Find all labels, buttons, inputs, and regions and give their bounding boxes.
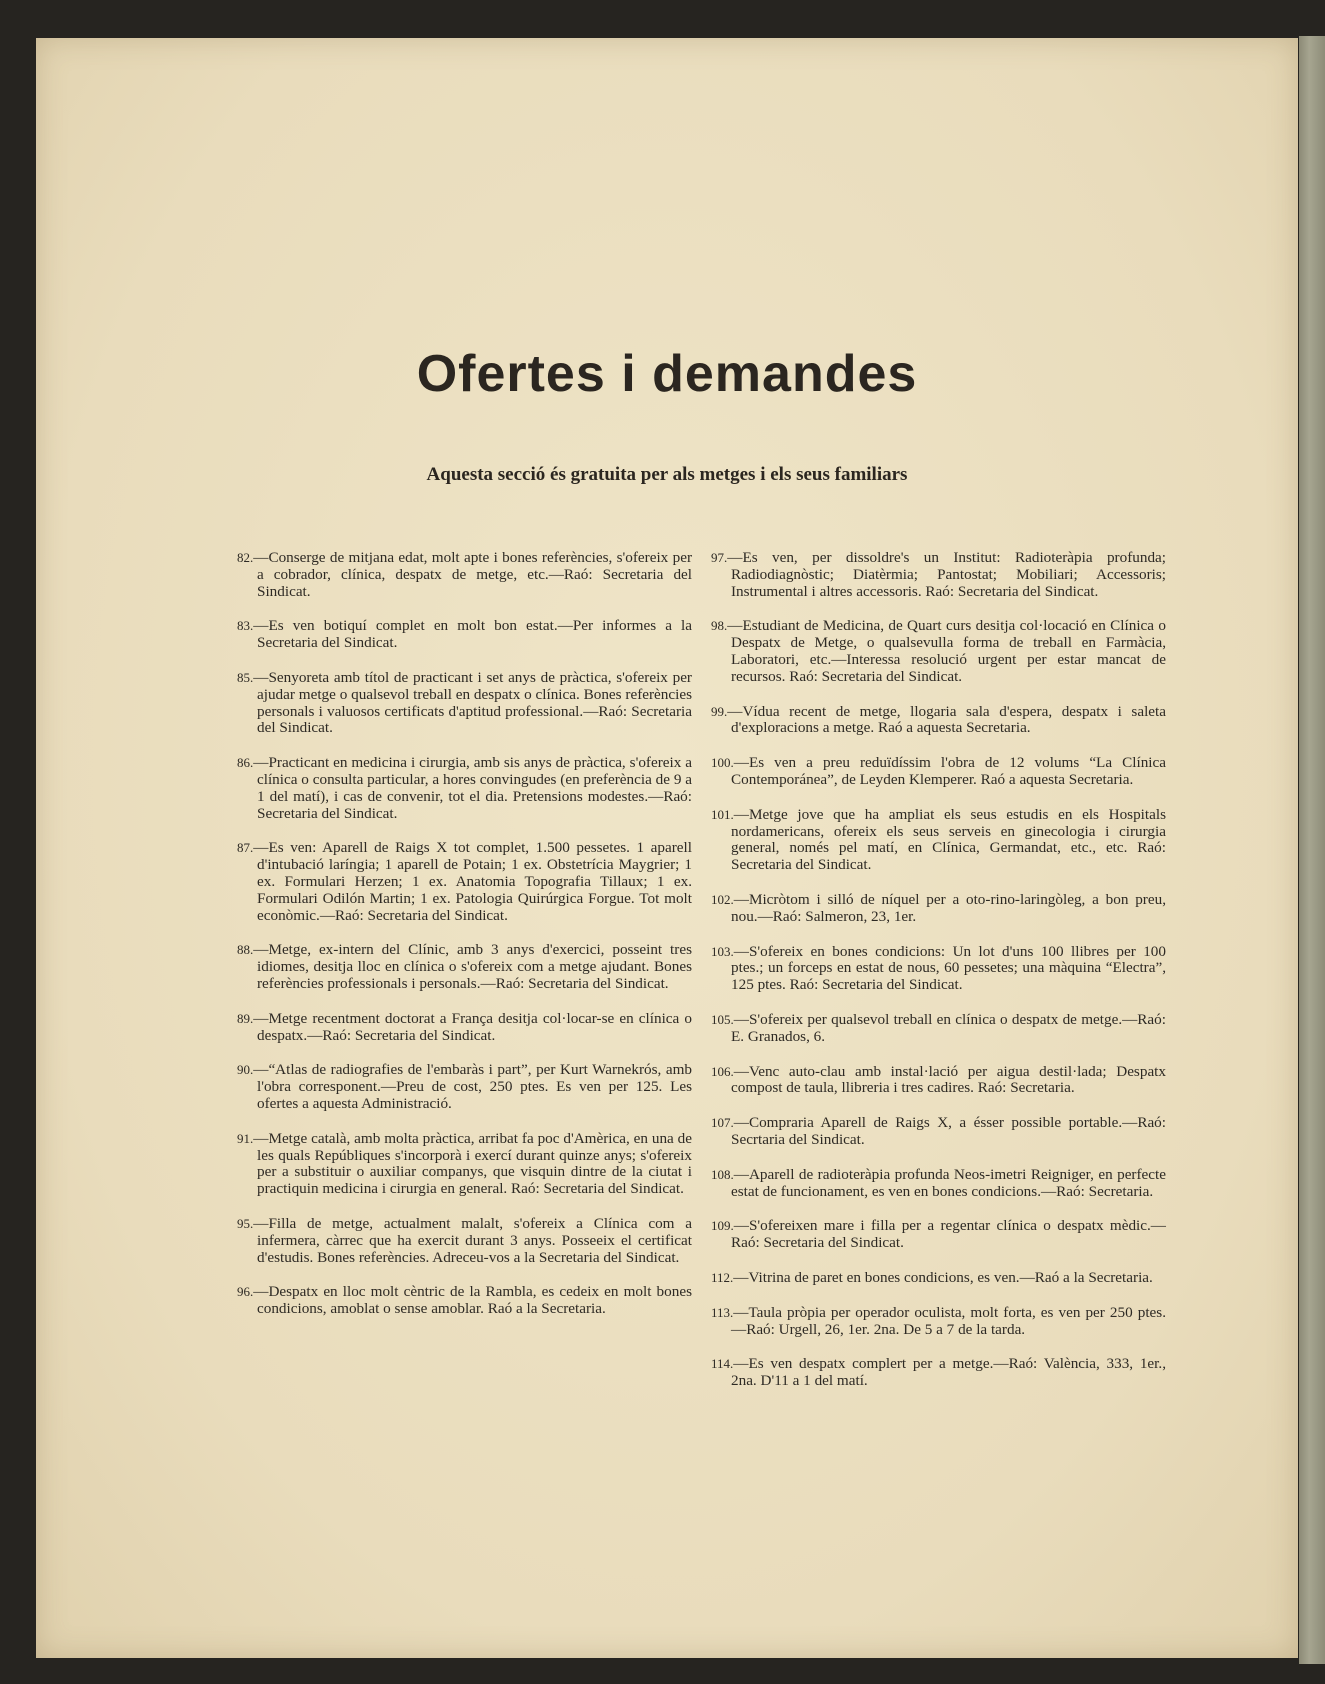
ad-number: 97. [711, 550, 728, 565]
ad-number: 112. [711, 1269, 734, 1285]
ad-number: 102. [711, 891, 734, 907]
classified-ad [237, 1011, 692, 1045]
page-subtitle: Aquesta secció és gratuita per als metges i els seus familiars [426, 464, 908, 485]
classified-ad [711, 1218, 1166, 1252]
classified-ad [711, 550, 1166, 600]
page-title: Ofertes i demandes [416, 345, 918, 403]
classified-ad [711, 1115, 1166, 1149]
document-page [36, 38, 1298, 1658]
classified-ad [711, 1064, 1166, 1098]
ad-text: —Aparell de radioteràpia profunda Neos-imetri Reigniger, en perfecte estat de funcionament, es ven en bones condicions.—Raó: Secretaria. [731, 1165, 1166, 1200]
ad-text: —Senyoreta amb títol de practicant i set anys de pràctica, s'ofereix per ajudar metge o qualsevol treball en despatx o clínica. Bones referències personals i valuosos certificats d'aptitud professional.—Raó: Secretaria del Sindicat. [253, 668, 692, 737]
ad-number: 108. [711, 1166, 734, 1182]
ad-number: 90. [237, 1062, 254, 1078]
ad-text: —Es ven: Aparell de Raigs X tot complet, 1.500 pessetes. 1 aparell d'intubació laríngia; 1 aparell de Potain; 1 ex. Obstetrícia Maygrier; 1 ex. Formulari Herzen; 1 ex. Anatomia Topografia Tillaux; 1 ex. Formulari Odilón Martin; 1 ex. Patologia Quirúrgica Forgue. Tot molt econòmic.—Raó: Secretaria del Sindicat. [253, 839, 692, 924]
classified-ad [237, 1131, 692, 1198]
ad-text: —S'ofereix per qualsevol treball en clínica o despatx de metge.—Raó: E. Granados, 6. [731, 1010, 1166, 1045]
classified-ad [237, 1062, 692, 1112]
ad-number: 96. [237, 1284, 254, 1300]
ad-text: —Practicant en medicina i cirurgia, amb sis anys de pràctica, s'ofereix a clínica o consulta particular, a hores convingudes (en preferència de 9 a 1 del matí), i cas de convenir, tot el dia. Pretensions modestes.—Raó: Secretaria del Sindicat. [253, 754, 692, 822]
ad-number: 86. [237, 755, 254, 771]
ad-text: —Metge català, amb molta pràctica, arribat fa poc d'Amèrica, en una de les quals Repúbliques s'incorporà i exercí durant quinze anys; s'ofereix per a substituir o auxiliar companys, que visquin dintre de la ciutat i practiquin medicina i cirurgia en general. Raó: Secretaria del Sindicat. [253, 1129, 692, 1198]
ad-number: 99. [711, 703, 728, 719]
ad-number: 107. [711, 1115, 734, 1131]
ad-number: 87. [237, 840, 254, 856]
ad-number: 105. [711, 1011, 734, 1027]
ad-text: —Metge jove que ha ampliat els seus estudis en els Hospitals nordamericans, ofereix els seus serveis en ginecologia i cirurgia general, només pel matí, en Clínica, Germandat, etc., etc. Raó: Secretaria del Sindicat. [731, 805, 1166, 874]
classified-ad [711, 892, 1166, 926]
ad-text: —Metge, ex-intern del Clínic, amb 3 anys d'exercici, posseint tres idiomes, desitja lloc en clínica o s'ofereix com a metge ajudant. Bones referències professionals i personals.—Raó: Secretaria del Sindicat. [253, 941, 692, 992]
ad-number: 98. [711, 618, 728, 634]
classified-ad [711, 755, 1166, 789]
ad-text: —Compraria Aparell de Raigs X, a ésser possible portable.—Raó: Secrtaria del Sindicat. [731, 1114, 1166, 1148]
ad-text: —Metge recentment doctorat a França desitja col·locar-se en clínica o despatx.—Raó: Secretaria del Sindicat. [253, 1009, 692, 1044]
classified-ad [237, 670, 692, 737]
ad-text: —Vídua recent de metge, llogaria sala d'espera, despatx i saleta d'exploracions a metge. Raó a aquesta Secretaria. [727, 702, 1166, 737]
ad-number: 101. [711, 806, 734, 822]
next-page-edge [1299, 36, 1325, 1664]
ad-text: —Estudiant de Medicina, de Quart curs desitja col·locació en Clínica o Despatx de Metge, o qualsevulla forma de treball en Farmàcia, Laboratori, etc.—Interessa resolució urgent per estar mancat de recursos. Raó: Secretaria del Sindicat. [727, 617, 1166, 685]
ad-text: —Conserge de mitjana edat, molt apte i bones referències, s'ofereix per a cobrador, clínica, despatx de metge, etc.—Raó: Secretaria del Sindicat. [253, 549, 692, 600]
classified-ad [711, 807, 1166, 874]
ad-number: 103. [711, 943, 734, 959]
ad-number: 88. [237, 942, 254, 958]
classified-ad [711, 1356, 1166, 1390]
ad-number: 113. [711, 1304, 734, 1320]
classified-ad [711, 618, 1166, 685]
classified-ad [237, 1284, 692, 1318]
ad-number: 83. [237, 618, 254, 634]
ad-text: —Es ven despatx complert per a metge.—Raó: València, 333, 1er., 2na. D'11 a 1 del matí. [731, 1355, 1166, 1390]
classified-ad [237, 618, 692, 652]
classified-ad [237, 755, 692, 822]
classified-ad [237, 1216, 692, 1266]
ad-text: —Venc auto-clau amb instal·lació per aigua destil·lada; Despatx compost de taula, llibreria i tres cadires. Raó: Secretaria. [731, 1062, 1166, 1097]
classified-ad [711, 1167, 1166, 1201]
ad-number: 100. [711, 755, 734, 771]
classified-ad [711, 1270, 1166, 1287]
ad-text: —Taula pròpia per operador oculista, molt forta, es ven per 250 ptes.—Raó: Urgell, 26, 1er. 2na. De 5 a 7 de la tarda. [731, 1303, 1166, 1338]
ad-text: —Despatx en lloc molt cèntric de la Rambla, es cedeix en molt bones condicions, amoblat o sense amoblar. Raó a la Secretaria. [253, 1283, 692, 1318]
ad-number: 82. [237, 550, 254, 565]
classified-ad [711, 1012, 1166, 1046]
ad-number: 85. [237, 669, 254, 685]
ad-text: —Filla de metge, actualment malalt, s'ofereix a Clínica com a infermera, càrrec que ha exercit durant 3 anys. Posseeix el certificat d'estudis. Bones referències. Adreceu-vos a la Secretaria del Sindicat. [253, 1214, 692, 1266]
ad-number: 114. [711, 1356, 734, 1372]
ad-number: 106. [711, 1063, 734, 1079]
ad-text: —Es ven botiquí complet en molt bon estat.—Per informes a la Secretaria del Sindicat. [253, 617, 692, 652]
ad-number: 91. [237, 1130, 254, 1146]
ad-text: —Es ven a preu reduïdíssim l'obra de 12 volums “La Clínica Contemporánea”, de Leyden Klemperer. Raó a aquesta Secretaria. [731, 754, 1166, 788]
classified-ad [711, 944, 1166, 994]
ad-text: —Es ven, per dissoldre's un Institut: Radioteràpia profunda; Radiodiagnòstic; Diatèrmia; Pantostat; Mobiliari; Accessoris; Instrumental i altres accessoris. Raó: Secretaria del Sindicat. [727, 549, 1166, 600]
ads-column-right [711, 550, 1166, 1390]
ad-number: 89. [237, 1010, 254, 1026]
classified-ad [711, 1305, 1166, 1339]
classified-ad [711, 704, 1166, 738]
ad-number: 95. [237, 1215, 254, 1231]
classified-ad [237, 550, 692, 600]
ad-number: 109. [711, 1218, 734, 1234]
ad-text: —S'ofereixen mare i filla per a regentar clínica o despatx mèdic.—Raó: Secretaria del Sindicat. [731, 1217, 1166, 1252]
ad-text: —Vitrina de paret en bones condicions, es ven.—Raó a la Secretaria. [733, 1268, 1153, 1286]
ad-text: —“Atlas de radiografies de l'embaràs i part”, per Kurt Warnekrós, amb l'obra corresponent.—Preu de cost, 250 ptes. Es ven per 125. Les ofertes a aquesta Administració. [253, 1061, 692, 1112]
ads-column-left [237, 550, 692, 1318]
ad-text: —S'ofereix en bones condicions: Un lot d'uns 100 llibres per 100 ptes.; un forceps en estat de nous, 60 pessetes; una màquina “Electra”, 125 ptes. Raó: Secretaria del Sindicat. [731, 942, 1166, 994]
ad-text: —Micròtom i silló de níquel per a oto-rino-laringòleg, a bon preu, nou.—Raó: Salmeron, 23, 1er. [731, 890, 1166, 925]
classified-ad [237, 840, 692, 924]
classified-ad [237, 942, 692, 992]
